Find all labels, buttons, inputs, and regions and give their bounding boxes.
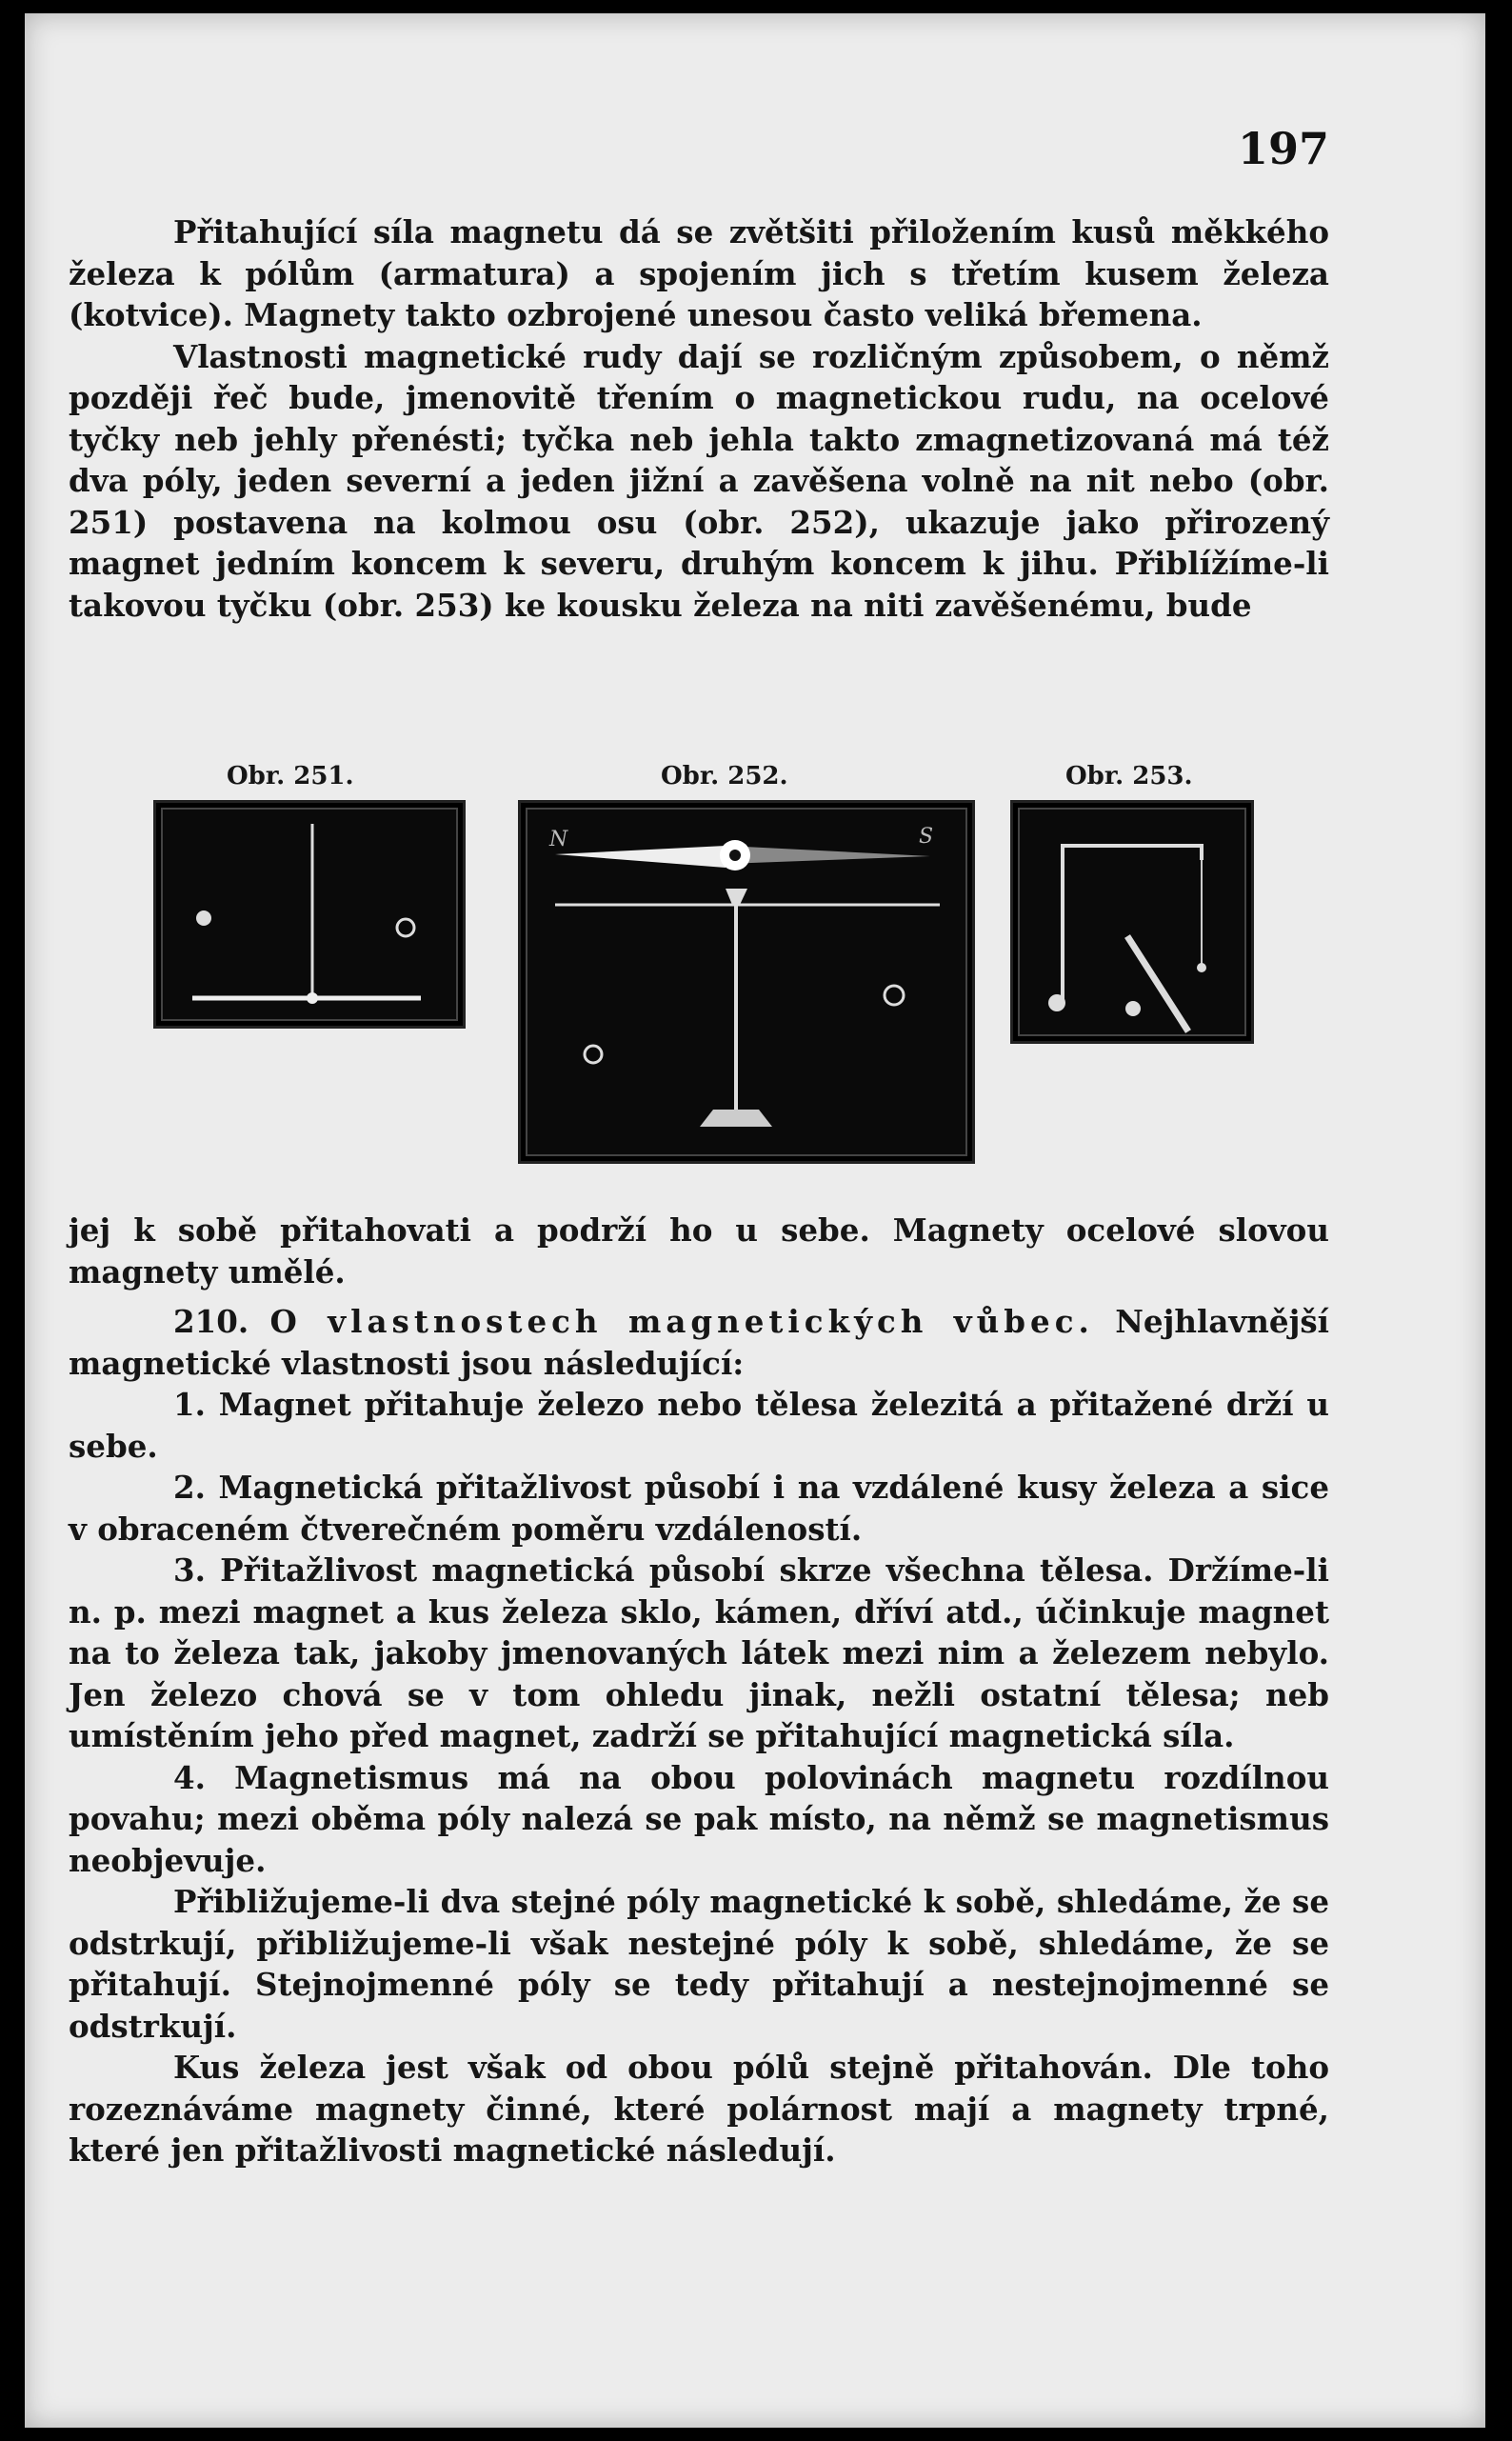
list-item-4: 4. Magnetismus má na obou polovinách magnetu rozdílnou povahu; mezi oběma póly nalezá se pak místo, na němž se magnetismus neobjevuje.	[69, 1758, 1329, 1879]
text-block-section-210	[69, 1301, 1329, 2171]
paragraph-active-passive-magnets: Kus železa jest však od obou pólů stejně přitahován. Dle toho rozeznáváme magnety činné, které polárnost mají a magnety trpné, které jen přitažlivosti magnetické následují.	[69, 2049, 1329, 2169]
caption-fig-252: Obr. 252.	[661, 762, 788, 790]
caption-fig-253: Obr. 253.	[1065, 762, 1193, 790]
list-item-1: 1. Magnet přitahuje železo nebo tělesa železitá a přitažené drží u sebe.	[69, 1386, 1329, 1465]
page-number: 197	[1237, 123, 1329, 174]
paragraph-armatura: Přitahující síla magnetu dá se zvětšiti přiložením kusů měkkého železa k pólům (armatura) a spojením jich s třetím kusem železa (kotvice). Magnety takto ozbrojené unesou často veliká břemena.	[69, 213, 1329, 333]
section-number: 210.	[173, 1303, 249, 1340]
book-page	[25, 13, 1485, 2428]
suspended-needle-illustration	[156, 803, 463, 1026]
figure-251	[153, 800, 466, 1029]
text-block-top	[69, 211, 1329, 626]
pole-label-n: N	[549, 828, 568, 851]
paragraph-like-poles: Přibližujeme-li dva stejné póly magnetické k sobě, shledáme, že se odstrkují, přibližujeme-li však nestejné póly k sobě, shledáme, že se přitahují. Stejnojmenné póly se tedy přitahují a nestejnojmenné se odstrkují.	[69, 1883, 1329, 2045]
figure-252	[518, 800, 975, 1164]
caption-fig-251: Obr. 251.	[227, 762, 354, 790]
figure-253	[1010, 800, 1254, 1044]
list-item-3: 3. Přitažlivost magnetická působí skrze všechna tělesa. Držíme-li n. p. mezi magnet a kus železa sklo, kámen, dříví atd., účinkuje magnet na to železa tak, jakoby jmenovaných látek mezi nim a železem nebylo. Jen železo chová se v tom ohledu jinak, nežli ostatní tělesa; neb umístěním jeho před magnet, zadrží se přitahující magnetická síla.	[69, 1551, 1329, 1754]
section-intro: Nejhlavnější magnetické vlastnosti jsou následující:	[69, 1303, 1329, 1382]
compass-needle-on-pivot-illustration	[521, 803, 972, 1161]
paragraph-artificial-magnets: jej k sobě přitahovati a podrží ho u sebe. Magnety ocelové slovou magnety umělé.	[69, 1211, 1329, 1291]
pole-label-s: S	[919, 825, 934, 849]
magnet-and-iron-illustration	[1013, 803, 1251, 1041]
list-item-2: 2. Magnetická přitažlivost působí i na vzdálené kusy železa a sice v obraceném čtverečném poměru vzdáleností.	[69, 1469, 1329, 1548]
section-title: O vlastnostech magnetických vůbec.	[269, 1303, 1094, 1340]
paragraph-magnetic-ore: Vlastnosti magnetické rudy dají se rozličným způsobem, o němž později řeč bude, jmenovitě třením o magnetickou rudu, na ocelové tyčky neb jehly přenésti; tyčka neb jehla takto zmagnetizovaná má též dva póly, jeden severní a jeden jižní a zavěšena volně na nit nebo (obr. 251) postavena na kolmou osu (obr. 252), ukazuje jako přirozený magnet jedním koncem k severu, druhým koncem k jihu. Přiblížíme-li takovou tyčku (obr. 253) ke kousku železa na niti zavěšenému, bude	[69, 337, 1329, 624]
section-210-heading	[69, 1301, 1329, 1384]
text-block-after-figures	[69, 1210, 1329, 1292]
